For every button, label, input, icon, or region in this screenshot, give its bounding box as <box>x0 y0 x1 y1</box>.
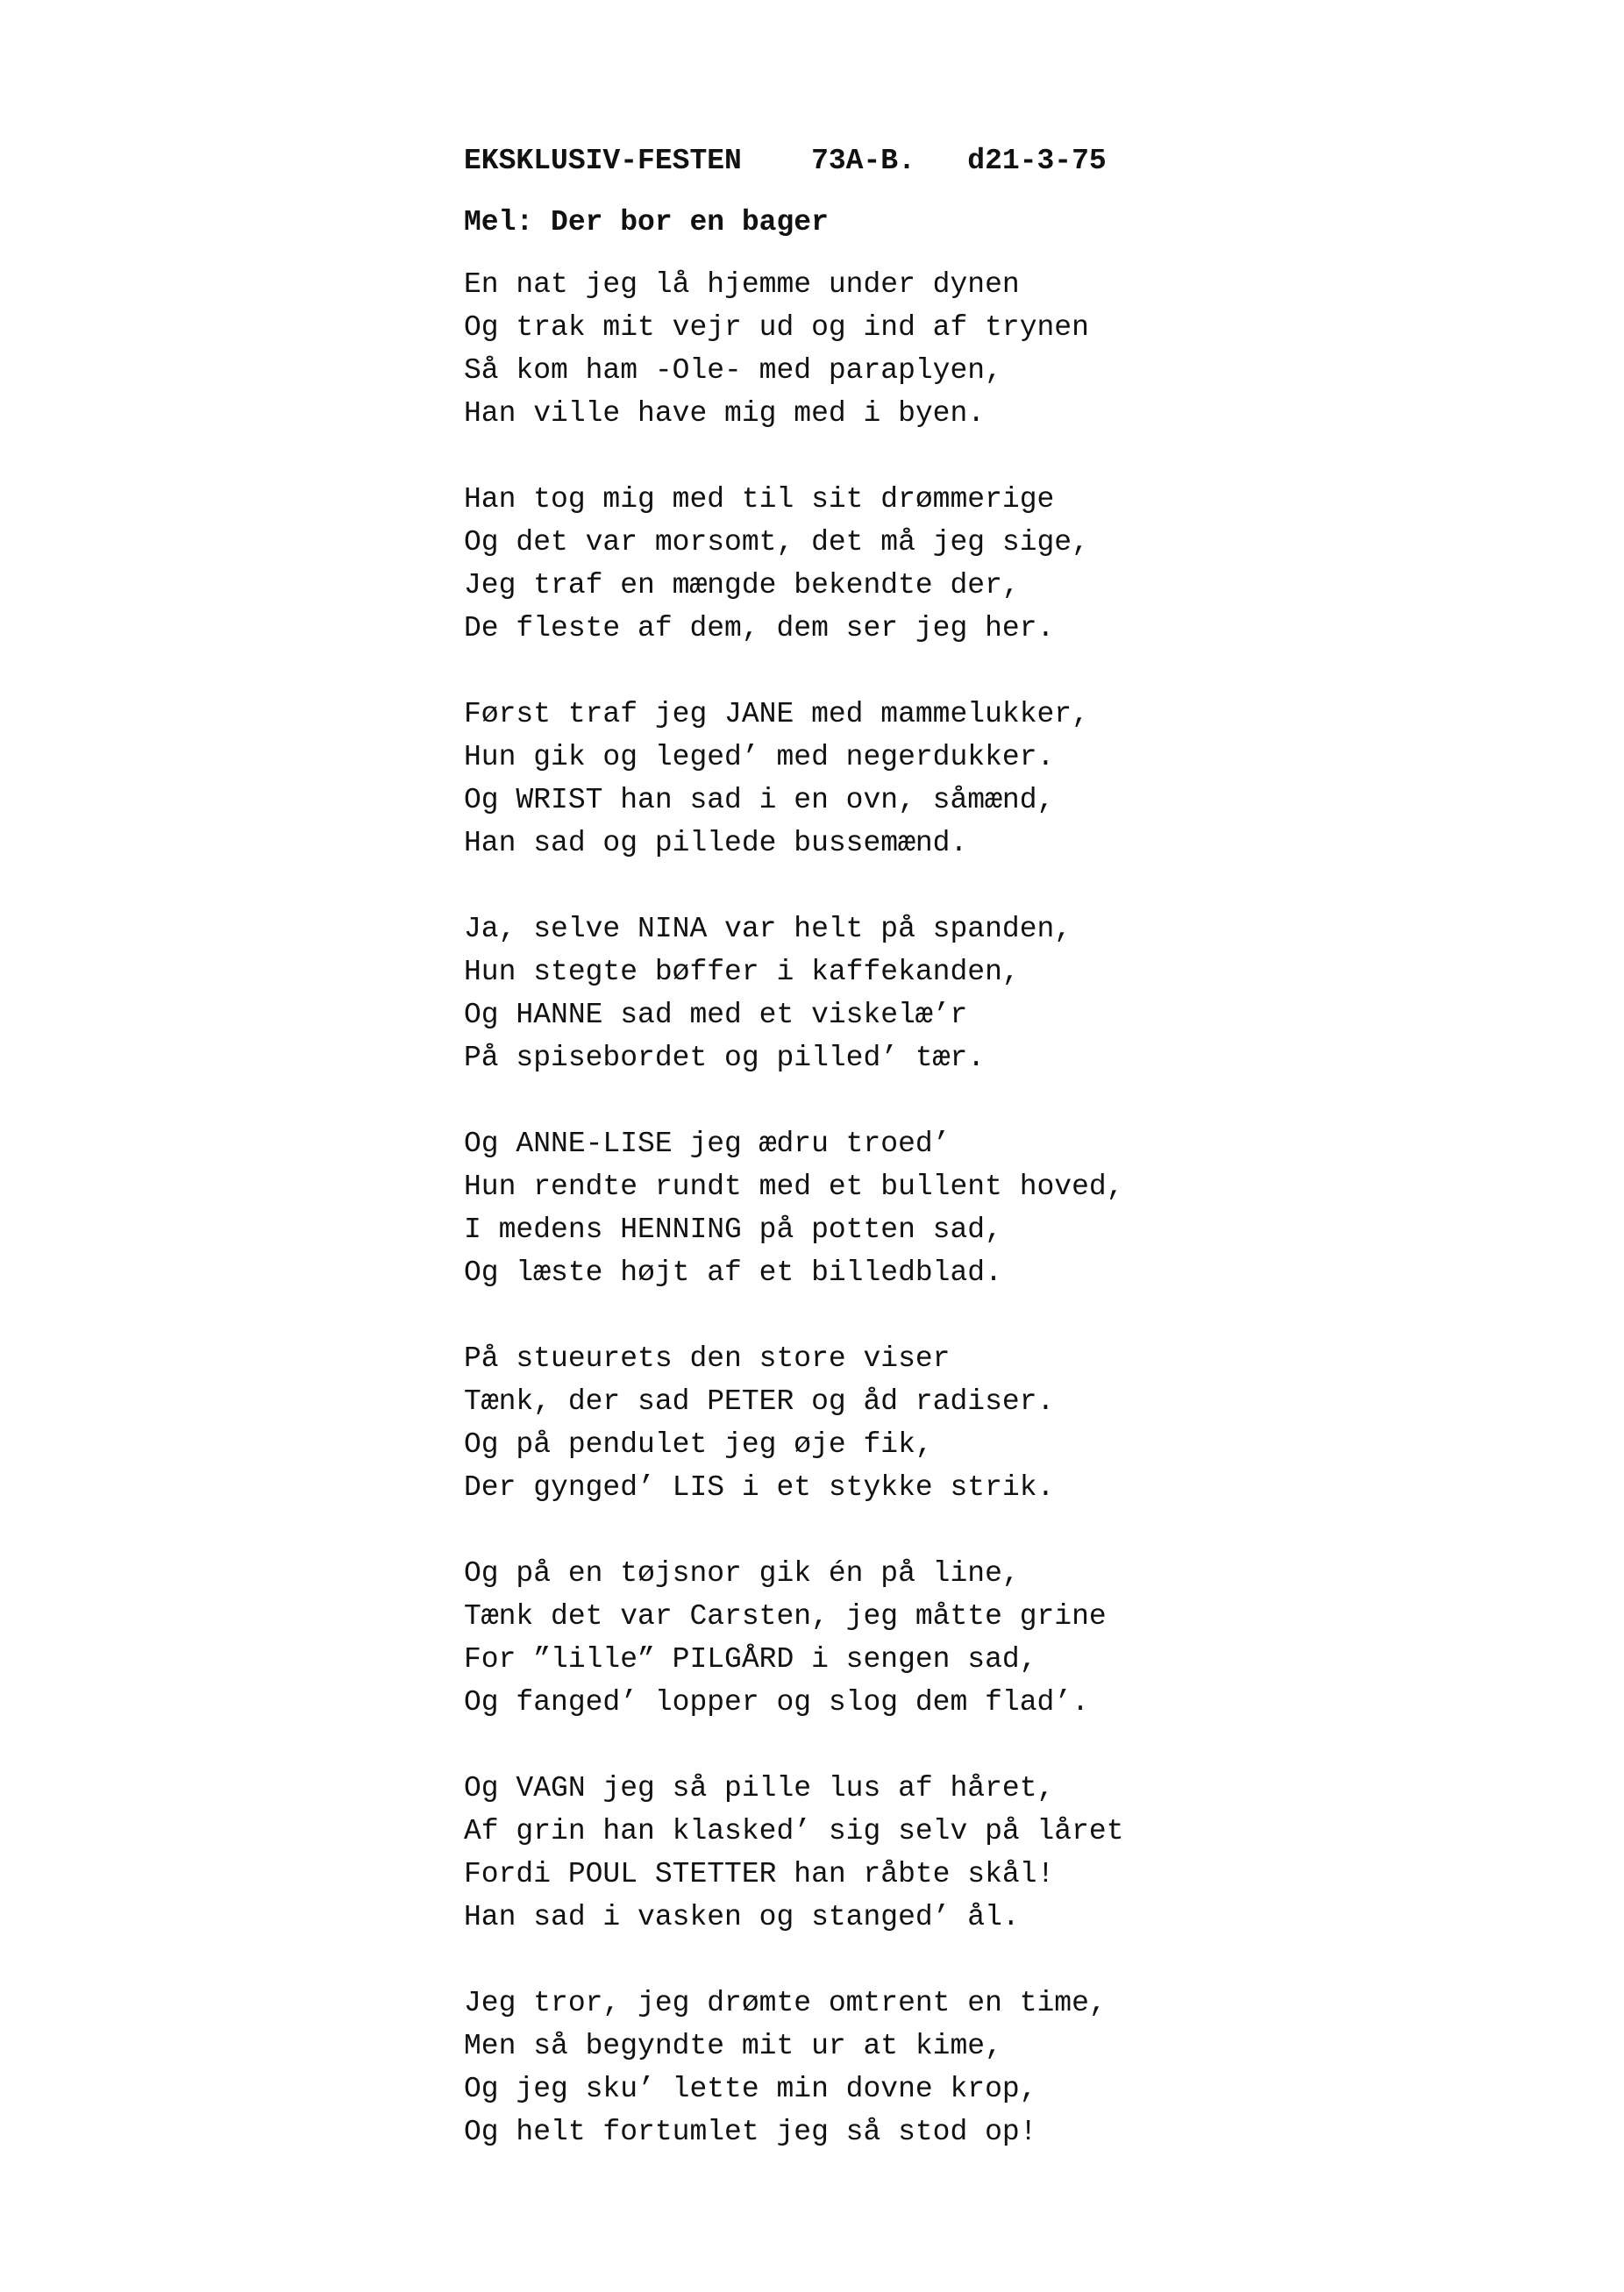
verse-line: Jeg tror, jeg drømte omtrent en time, <box>464 1987 1107 2019</box>
verse-line: På spisebordet og pilled’ tær. <box>464 1042 986 1074</box>
verse-line: Og jeg sku’ lette min dovne krop, <box>464 2073 1037 2105</box>
verse-line: Hun gik og leged’ med negerdukker. <box>464 741 1055 773</box>
verse-line: Han tog mig med til sit drømmerige <box>464 483 1055 516</box>
verse-line: Men så begyndte mit ur at kime, <box>464 2030 1002 2062</box>
melody-note: Mel: Der bor en bager <box>464 206 829 238</box>
verse-line: Og ANNE-LISE jeg ædru troed’ <box>464 1128 951 1160</box>
verse-line: Af grin han klasked’ sig selv på låret <box>464 1815 1124 1847</box>
verse-line: Og helt fortumlet jeg så stod op! <box>464 2116 1037 2148</box>
verses <box>464 263 1516 2153</box>
verse-3 <box>464 693 1516 865</box>
verse-line: De fleste af dem, dem ser jeg her. <box>464 612 1055 644</box>
song-sheet <box>464 140 1516 2196</box>
verse-line: Og HANNE sad med et viskelæ’r <box>464 999 968 1031</box>
verse-line: Der gynged’ LIS i et stykke strik. <box>464 1471 1055 1504</box>
verse-line: Og det var morsomt, det må jeg sige, <box>464 526 1089 559</box>
verse-4 <box>464 908 1516 1079</box>
verse-line: I medens HENNING på potten sad, <box>464 1214 1002 1246</box>
verse-7 <box>464 1552 1516 1724</box>
verse-2 <box>464 478 1516 650</box>
verse-line: Han sad og pillede bussemænd. <box>464 827 968 859</box>
verse-5 <box>464 1122 1516 1294</box>
verse-line: Fordi POUL STETTER han råbte skål! <box>464 1858 1055 1890</box>
verse-line: Og fanged’ lopper og slog dem flad’. <box>464 1686 1089 1719</box>
verse-6 <box>464 1337 1516 1509</box>
verse-line: Hun rendte rundt med et bullent hoved, <box>464 1171 1124 1203</box>
verse-line: Tænk det var Carsten, jeg måtte grine <box>464 1600 1107 1633</box>
verse-line: Hun stegte bøffer i kaffekanden, <box>464 956 1020 988</box>
verse-line: Og på pendulet jeg øje fik, <box>464 1428 933 1461</box>
verse-line: Først traf jeg JANE med mammelukker, <box>464 698 1089 730</box>
verse-line: Tænk, der sad PETER og åd radiser. <box>464 1385 1055 1418</box>
verse-9 <box>464 1982 1516 2153</box>
verse-line: Og trak mit vejr ud og ind af trynen <box>464 311 1089 344</box>
verse-8 <box>464 1767 1516 1939</box>
verse-line: Jeg traf en mængde bekendte der, <box>464 569 1020 601</box>
verse-line: Han ville have mig med i byen. <box>464 397 986 430</box>
verse-line: Så kom ham -Ole- med paraplyen, <box>464 354 1002 387</box>
verse-line: En nat jeg lå hjemme under dynen <box>464 268 1020 301</box>
verse-line: For ”lille” PILGÅRD i sengen sad, <box>464 1643 1037 1676</box>
verse-line: Han sad i vasken og stanged’ ål. <box>464 1901 1020 1933</box>
verse-line: Og på en tøjsnor gik én på line, <box>464 1557 1020 1590</box>
verse-1 <box>464 263 1516 435</box>
verse-line: Og VAGN jeg så pille lus af håret, <box>464 1772 1055 1804</box>
verse-line: Og læste højt af et billedblad. <box>464 1256 1002 1289</box>
song-title: EKSKLUSIV-FESTEN 73A-B. d21-3-75 <box>464 145 1107 177</box>
verse-line: Og WRIST han sad i en ovn, såmænd, <box>464 784 1055 816</box>
verse-line: På stueurets den store viser <box>464 1342 951 1375</box>
verse-line: Ja, selve NINA var helt på spanden, <box>464 913 1072 945</box>
